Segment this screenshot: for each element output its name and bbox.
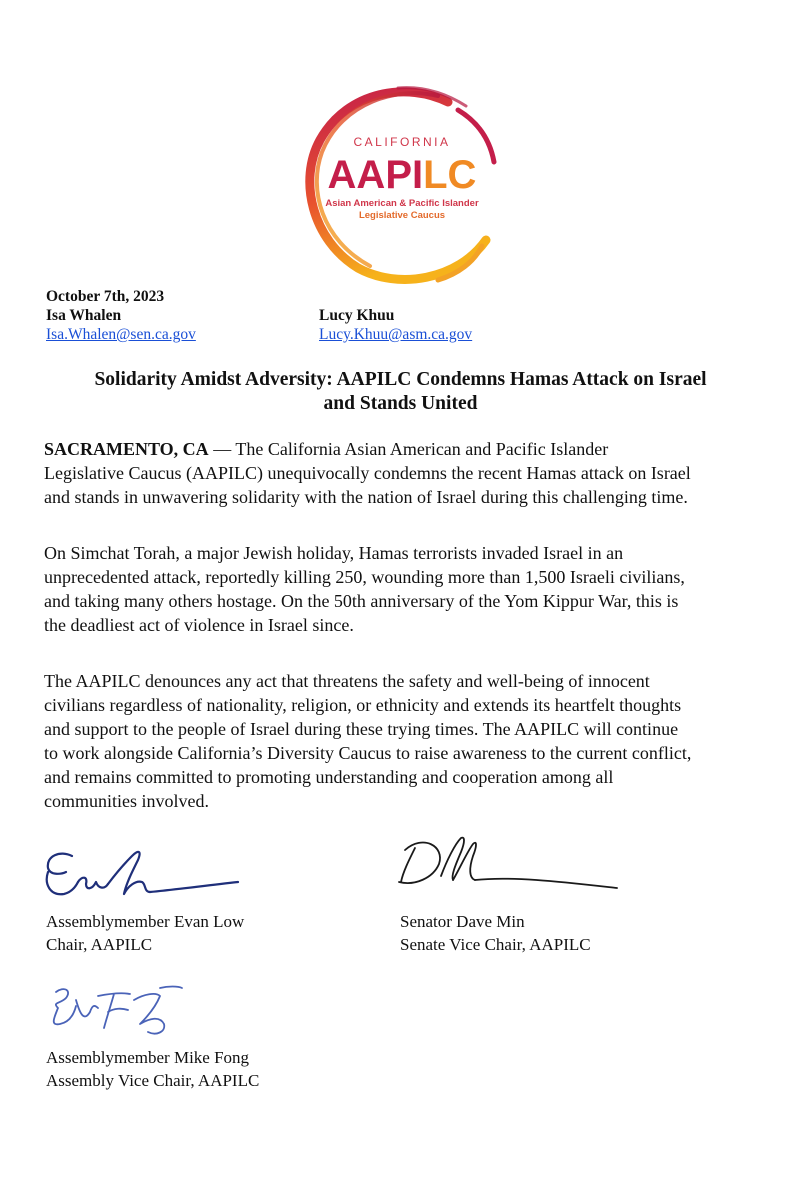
paragraph-2-line: On Simchat Torah, a major Jewish holiday, Hamas terrorists invaded Israel in an [44, 543, 624, 563]
signer-name: Assemblymember Mike Fong [46, 1048, 250, 1067]
headline-line1: Solidarity Amidst Adversity: AAPILC Condemns Hamas Attack on Israel [94, 369, 707, 390]
paragraph-2-line: unprecedented attack, reportedly killing 250, wounding more than 1,500 Israeli civilians, [44, 567, 685, 587]
dateline: SACRAMENTO, CA [44, 439, 209, 459]
signer-title: Assembly Vice Chair, AAPILC [46, 1071, 260, 1090]
logo-subtitle-line2: Legislative Caucus [358, 210, 446, 221]
release-date: October 7th, 2023 [46, 288, 165, 305]
signer-name: Assemblymember Evan Low [46, 912, 245, 931]
paragraph-2-line: and taking many others hostage. On the 50th anniversary of the Yom Kippur War, this is [44, 591, 679, 611]
logo-acronym-main: AAPI [327, 153, 424, 197]
signer-mike-fong [46, 1046, 259, 1092]
signature-dave-min [393, 830, 623, 900]
paragraph-1 [44, 437, 784, 509]
contact-left-email[interactable]: Isa.Whalen@sen.ca.gov [46, 326, 196, 343]
paragraph-3 [44, 669, 784, 813]
signature-mike-fong [44, 978, 214, 1040]
contact-right [319, 306, 472, 344]
paragraph-3-line: to work alongside California’s Diversity Caucus to raise awareness to the current conflict, [44, 743, 692, 763]
paragraph-1-line: and stands in unwavering solidarity with the nation of Israel during this challenging time. [44, 487, 688, 507]
paragraph-3-line: and remains committed to promoting understanding and cooperation among all [44, 767, 614, 787]
logo-acronym [328, 153, 477, 197]
paragraph-2-line: the deadliest act of violence in Israel since. [44, 615, 354, 635]
signer-evan-low [46, 910, 244, 956]
paragraph-3-line: communities involved. [44, 791, 209, 811]
headline [40, 368, 761, 416]
paragraph-3-line: civilians regardless of nationality, religion, or ethnicity and extends its heartfelt thoughts [44, 695, 682, 715]
signature-evan-low [42, 842, 242, 904]
logo-ring-graphic [298, 80, 508, 290]
logo-acronym-accent: LC [423, 153, 477, 197]
paragraph-1-line: Legislative Caucus (AAPILC) unequivocally condemns the recent Hamas attack on Israel [44, 463, 691, 483]
signer-dave-min [400, 910, 591, 956]
signer-name: Senator Dave Min [400, 912, 525, 931]
aapilc-logo [298, 80, 508, 290]
paragraph-3-line: and support to the people of Israel during these trying times. The AAPILC will continue [44, 719, 679, 739]
signer-title: Senate Vice Chair, AAPILC [400, 935, 591, 954]
signer-title: Chair, AAPILC [46, 935, 153, 954]
headline-line2: and Stands United [323, 393, 478, 414]
paragraph-1-line: — The California Asian American and Pacific Islander [208, 439, 609, 459]
contact-right-name: Lucy Khuu [319, 307, 395, 324]
contact-left [46, 287, 196, 344]
paragraph-3-line: The AAPILC denounces any act that threatens the safety and well-being of innocent [44, 671, 650, 691]
paragraph-2 [44, 541, 784, 637]
logo-subtitle-line1: Asian American & Pacific Islander [325, 198, 479, 209]
logo-state-text: CALIFORNIA [353, 135, 451, 149]
contact-right-email[interactable]: Lucy.Khuu@asm.ca.gov [319, 326, 473, 343]
contact-left-name: Isa Whalen [46, 307, 122, 324]
